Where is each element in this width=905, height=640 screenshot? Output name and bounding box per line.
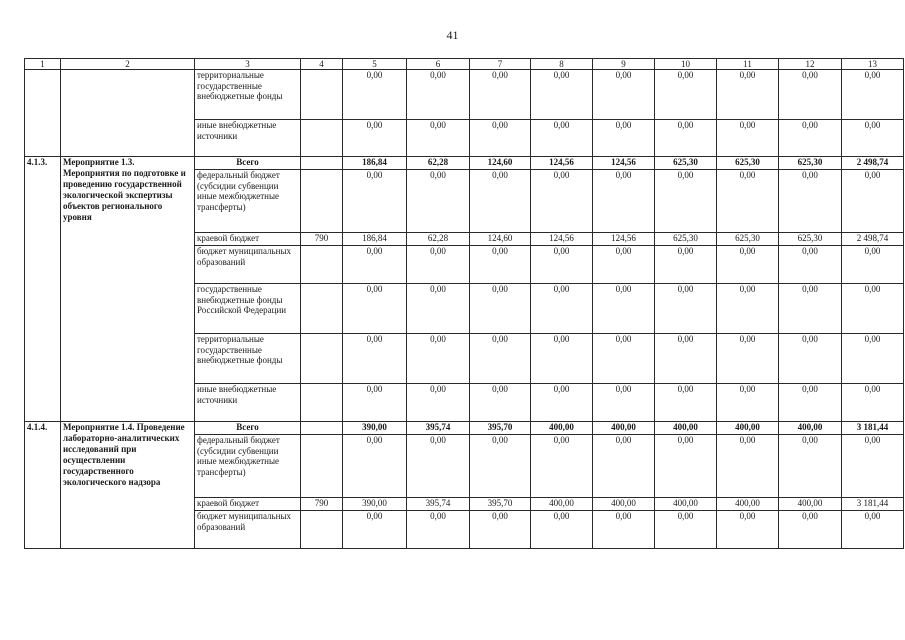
funding-source-cell: краевой бюджет xyxy=(195,498,301,511)
value-cell: 625,30 xyxy=(717,157,779,170)
value-cell: 0,00 xyxy=(531,334,593,384)
value-cell: 0,00 xyxy=(470,170,531,233)
value-cell: 0,00 xyxy=(470,435,531,498)
value-cell: 395,74 xyxy=(407,498,470,511)
value-cell: 0,00 xyxy=(655,334,717,384)
value-cell: 390,00 xyxy=(343,498,407,511)
value-cell: 0,00 xyxy=(779,70,842,120)
value-cell: 0,00 xyxy=(407,70,470,120)
value-cell: 0,00 xyxy=(470,246,531,284)
budget-code-cell xyxy=(301,511,343,549)
value-cell: 0,00 xyxy=(407,120,470,157)
value-cell: 0,00 xyxy=(779,170,842,233)
value-cell: 0,00 xyxy=(470,384,531,422)
value-cell: 0,00 xyxy=(407,435,470,498)
value-cell: 0,00 xyxy=(655,284,717,334)
funding-source-cell: территориальные государственные внебюджетные фонды xyxy=(195,70,301,120)
value-cell: 0,00 xyxy=(343,511,407,549)
value-cell: 0,00 xyxy=(407,246,470,284)
value-cell: 186,84 xyxy=(343,233,407,246)
budget-table xyxy=(24,58,904,549)
value-cell: 0,00 xyxy=(343,170,407,233)
column-header: 2 xyxy=(61,59,195,70)
value-cell: 124,56 xyxy=(531,157,593,170)
column-header: 9 xyxy=(593,59,655,70)
value-cell: 0,00 xyxy=(407,384,470,422)
value-cell: 0,00 xyxy=(470,70,531,120)
value-cell: 0,00 xyxy=(343,435,407,498)
column-header: 6 xyxy=(407,59,470,70)
value-cell: 0,00 xyxy=(407,511,470,549)
column-header: 7 xyxy=(470,59,531,70)
column-header: 8 xyxy=(531,59,593,70)
value-cell: 400,00 xyxy=(655,422,717,435)
value-cell: 0,00 xyxy=(842,511,904,549)
value-cell: 400,00 xyxy=(717,498,779,511)
event-id-cell xyxy=(25,70,61,157)
value-cell: 0,00 xyxy=(717,120,779,157)
value-cell: 0,00 xyxy=(717,170,779,233)
value-cell: 395,70 xyxy=(470,422,531,435)
value-cell: 3 181,44 xyxy=(842,422,904,435)
value-cell: 0,00 xyxy=(779,334,842,384)
value-cell: 186,84 xyxy=(343,157,407,170)
funding-source-cell: федеральный бюджет (субсидии субвенции иные межбюджетные трансферты) xyxy=(195,435,301,498)
value-cell: 62,28 xyxy=(407,157,470,170)
table-row xyxy=(25,157,904,170)
value-cell: 0,00 xyxy=(842,334,904,384)
value-cell: 0,00 xyxy=(655,170,717,233)
event-name-cell: Мероприятие 1.4. Проведение лабораторно-аналитических исследований при осуществлении государственного экологического надзора xyxy=(61,422,195,549)
value-cell: 625,30 xyxy=(779,233,842,246)
value-cell: 0,00 xyxy=(593,70,655,120)
value-cell: 0,00 xyxy=(531,70,593,120)
column-header: 4 xyxy=(301,59,343,70)
value-cell: 400,00 xyxy=(531,498,593,511)
value-cell: 0,00 xyxy=(655,120,717,157)
value-cell: 0,00 xyxy=(842,120,904,157)
value-cell: 400,00 xyxy=(593,422,655,435)
budget-code-cell xyxy=(301,334,343,384)
value-cell: 0,00 xyxy=(593,120,655,157)
value-cell: 625,30 xyxy=(655,233,717,246)
value-cell: 0,00 xyxy=(593,334,655,384)
value-cell: 3 181,44 xyxy=(842,498,904,511)
value-cell: 0,00 xyxy=(655,246,717,284)
column-header: 12 xyxy=(779,59,842,70)
value-cell: 0,00 xyxy=(717,334,779,384)
value-cell: 0,00 xyxy=(842,170,904,233)
value-cell: 0,00 xyxy=(593,284,655,334)
table-row xyxy=(25,422,904,435)
value-cell: 62,28 xyxy=(407,233,470,246)
table-header-row xyxy=(25,59,904,70)
value-cell: 625,30 xyxy=(717,233,779,246)
value-cell: 0,00 xyxy=(531,170,593,233)
funding-source-cell: территориальные государственные внебюджетные фонды xyxy=(195,334,301,384)
funding-source-cell: иные внебюджетные источники xyxy=(195,384,301,422)
value-cell: 0,00 xyxy=(593,435,655,498)
value-cell: 0,00 xyxy=(717,284,779,334)
value-cell: 400,00 xyxy=(779,422,842,435)
funding-source-cell: федеральный бюджет (субсидии субвенции иные межбюджетные трансферты) xyxy=(195,170,301,233)
value-cell: 0,00 xyxy=(717,435,779,498)
value-cell: 390,00 xyxy=(343,422,407,435)
value-cell: 2 498,74 xyxy=(842,157,904,170)
column-header: 3 xyxy=(195,59,301,70)
value-cell: 0,00 xyxy=(655,511,717,549)
value-cell: 0,00 xyxy=(842,435,904,498)
value-cell: 0,00 xyxy=(531,284,593,334)
value-cell: 0,00 xyxy=(593,246,655,284)
funding-source-cell: бюджет муниципальных образований xyxy=(195,511,301,549)
value-cell: 0,00 xyxy=(470,511,531,549)
value-cell: 0,00 xyxy=(470,334,531,384)
value-cell: 400,00 xyxy=(779,498,842,511)
value-cell: 0,00 xyxy=(470,284,531,334)
value-cell: 400,00 xyxy=(593,498,655,511)
budget-code-cell xyxy=(301,435,343,498)
page-number: 41 xyxy=(446,28,459,42)
value-cell: 0,00 xyxy=(717,246,779,284)
value-cell: 124,56 xyxy=(531,233,593,246)
value-cell: 400,00 xyxy=(717,422,779,435)
value-cell: 0,00 xyxy=(655,70,717,120)
value-cell: 395,70 xyxy=(470,498,531,511)
funding-source-cell: Всего xyxy=(195,422,301,435)
value-cell: 124,60 xyxy=(470,233,531,246)
funding-source-cell: краевой бюджет xyxy=(195,233,301,246)
value-cell: 395,74 xyxy=(407,422,470,435)
column-header: 11 xyxy=(717,59,779,70)
value-cell: 0,00 xyxy=(842,384,904,422)
value-cell: 400,00 xyxy=(531,422,593,435)
value-cell: 124,56 xyxy=(593,157,655,170)
value-cell: 0,00 xyxy=(842,246,904,284)
value-cell: 0,00 xyxy=(779,120,842,157)
value-cell: 625,30 xyxy=(779,157,842,170)
funding-source-cell: бюджет муниципальных образований xyxy=(195,246,301,284)
value-cell: 0,00 xyxy=(593,384,655,422)
table-row xyxy=(25,70,904,120)
budget-code-cell: 790 xyxy=(301,498,343,511)
value-cell: 0,00 xyxy=(717,511,779,549)
value-cell: 0,00 xyxy=(407,284,470,334)
budget-code-cell xyxy=(301,284,343,334)
budget-code-cell xyxy=(301,120,343,157)
budget-code-cell xyxy=(301,70,343,120)
budget-code-cell xyxy=(301,157,343,170)
column-header: 10 xyxy=(655,59,717,70)
value-cell: 0,00 xyxy=(343,120,407,157)
value-cell: 0,00 xyxy=(343,334,407,384)
value-cell: 0,00 xyxy=(779,384,842,422)
value-cell: 0,00 xyxy=(343,284,407,334)
value-cell: 0,00 xyxy=(842,70,904,120)
value-cell: 0,00 xyxy=(779,246,842,284)
funding-source-cell: государственные внебюджетные фонды Российской Федерации xyxy=(195,284,301,334)
value-cell: 124,56 xyxy=(593,233,655,246)
value-cell: 0,00 xyxy=(531,120,593,157)
event-name-cell: Мероприятие 1.3. Мероприятия по подготовке и проведению государственной экологической экспертизы объектов регионального уровня xyxy=(61,157,195,422)
value-cell: 0,00 xyxy=(531,435,593,498)
event-name-cell xyxy=(61,70,195,157)
value-cell: 0,00 xyxy=(593,170,655,233)
value-cell: 0,00 xyxy=(717,384,779,422)
value-cell: 0,00 xyxy=(343,384,407,422)
value-cell: 0,00 xyxy=(343,246,407,284)
value-cell: 2 498,74 xyxy=(842,233,904,246)
budget-code-cell xyxy=(301,170,343,233)
value-cell: 0,00 xyxy=(343,70,407,120)
value-cell: 0,00 xyxy=(779,284,842,334)
column-header: 13 xyxy=(842,59,904,70)
funding-source-cell: иные внебюджетные источники xyxy=(195,120,301,157)
value-cell: 0,00 xyxy=(655,435,717,498)
column-header: 1 xyxy=(25,59,61,70)
value-cell: 0,00 xyxy=(842,284,904,334)
event-id-cell: 4.1.4. xyxy=(25,422,61,549)
value-cell: 0,00 xyxy=(407,170,470,233)
value-cell: 124,60 xyxy=(470,157,531,170)
column-header: 5 xyxy=(343,59,407,70)
budget-code-cell xyxy=(301,384,343,422)
budget-code-cell xyxy=(301,246,343,284)
budget-code-cell xyxy=(301,422,343,435)
funding-source-cell: Всего xyxy=(195,157,301,170)
value-cell: 0,00 xyxy=(779,511,842,549)
value-cell: 0,00 xyxy=(717,70,779,120)
value-cell: 0,00 xyxy=(655,384,717,422)
value-cell: 0,00 xyxy=(470,120,531,157)
value-cell: 0,00 xyxy=(531,384,593,422)
value-cell: 0,00 xyxy=(593,511,655,549)
budget-code-cell: 790 xyxy=(301,233,343,246)
event-id-cell: 4.1.3. xyxy=(25,157,61,422)
value-cell: 625,30 xyxy=(655,157,717,170)
value-cell: 0,00 xyxy=(531,246,593,284)
value-cell: 0,00 xyxy=(407,334,470,384)
value-cell: 400,00 xyxy=(655,498,717,511)
value-cell: 0,00 xyxy=(779,435,842,498)
value-cell: 0,00 xyxy=(531,511,593,549)
